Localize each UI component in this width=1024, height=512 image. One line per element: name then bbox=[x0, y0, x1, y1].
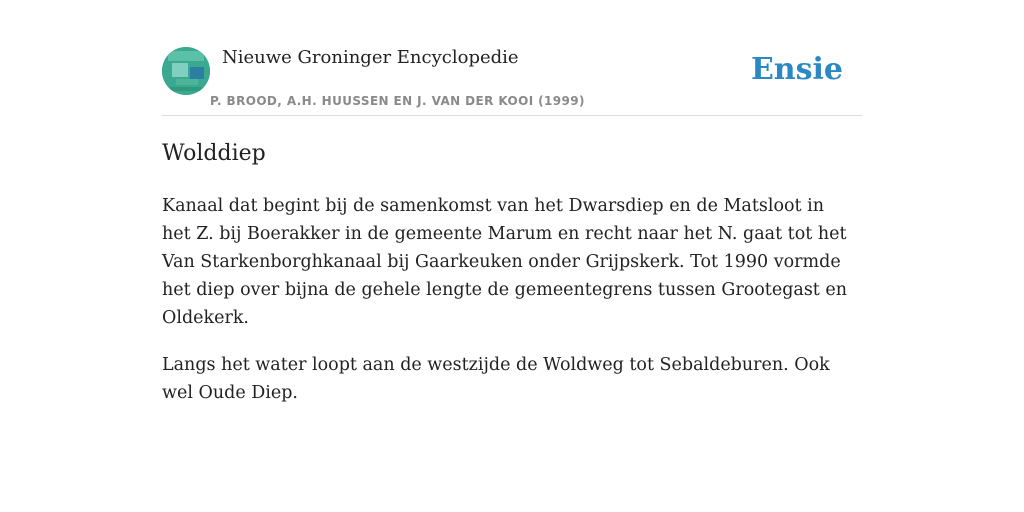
page-container bbox=[162, 0, 862, 403]
article-title: Wolddiep bbox=[162, 141, 266, 166]
book-authors: P. BROOD, A.H. HUUSSEN EN J. VAN DER KOOI (1999) bbox=[210, 94, 585, 108]
article-body bbox=[162, 192, 852, 426]
book-header bbox=[162, 0, 862, 116]
article-paragraph: Kanaal dat begint bij de samenkomst van het Dwarsdiep en de Matsloot in het Z. bij Boerakker in de gemeente Marum en recht naar het N. gaat tot het Van Starkenborghkanaal bij Gaarkeuken onder Grijpskerk. Tot 1990 vormde het diep over bijna de gehele lengte de gemeentegrens tussen Grootegast en Oldekerk. bbox=[162, 196, 848, 328]
book-title[interactable]: Nieuwe Groninger Encyclopedie bbox=[222, 47, 519, 68]
book-cover-image[interactable] bbox=[162, 47, 210, 95]
ensie-logo[interactable]: Ensie bbox=[750, 52, 843, 87]
article-paragraph: Langs het water loopt aan de westzijde de Woldweg tot Sebaldeburen. Ook wel Oude Diep. bbox=[162, 355, 830, 403]
